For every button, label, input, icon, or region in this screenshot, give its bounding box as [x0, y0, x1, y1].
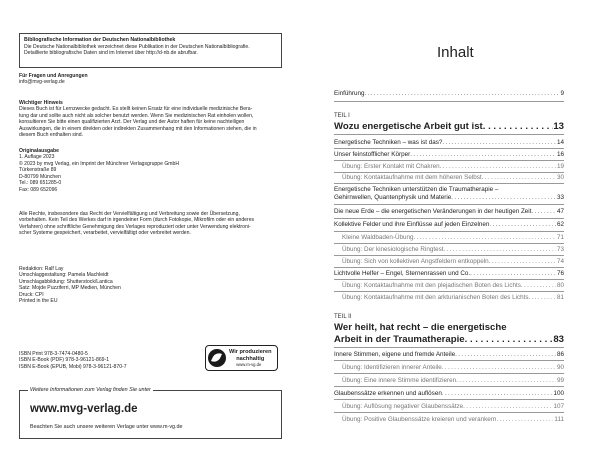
toc-entry	[334, 194, 564, 202]
original-edition-line: D-80799 München	[19, 173, 61, 180]
toc-entry-page: 9	[560, 90, 564, 97]
original-edition-line: Fax: 089 652096	[19, 186, 58, 193]
logo-line: nachhaltig	[236, 355, 265, 362]
original-edition-line: © 2023 by mvg Verlag, ein Imprint der Münchner Verlagsgruppe GmbH	[19, 160, 180, 167]
toc-entry-multiline: Energetische Techniken unterstützen die Traumatherapie –	[334, 186, 499, 193]
toc-entry-page: 80	[556, 282, 564, 289]
toc-entry	[334, 390, 564, 398]
warning-line: diesem Buch enthalten sind.	[19, 132, 83, 139]
divider	[334, 172, 564, 173]
toc-entry	[334, 208, 564, 216]
toc-chapter-label: Arbeit in der Traumatherapie	[334, 334, 465, 345]
toc-entry-label: Übung: Positive Glaubenssätze kreieren und verankern	[342, 416, 497, 423]
toc-entry	[334, 90, 564, 98]
toc-chapter-label: Wozu energetische Arbeit gut ist	[334, 121, 483, 132]
toc-entry-label: Unser feinstofflicher Körper	[334, 151, 411, 158]
divider	[334, 204, 564, 205]
original-edition-line: Türkenstraße 89	[19, 167, 57, 174]
toc-title: Inhalt	[437, 44, 474, 61]
bibliographic-info-title: Bibliografische Information der Deutschen Nationalbibliothek	[24, 37, 176, 43]
toc-entry-label: Lichtvolle Helfer – Engel, Sternenrassen und Co.	[334, 270, 471, 277]
divider	[334, 386, 564, 387]
toc-page	[300, 0, 600, 467]
warning-title: Wichtiger Hinweis	[19, 100, 63, 106]
toc-entry-page: 81	[556, 294, 564, 301]
part-label: TEIL II	[334, 314, 352, 320]
toc-entry-label: Übung: Eine innere Stimme identifizieren	[342, 377, 457, 384]
toc-exercise-entry	[342, 416, 564, 424]
bibliographic-info-line: Die Deutsche Nationalbibliothek verzeichnet diese Publikation in der Deutschen Nationalbibliografie.	[24, 44, 250, 50]
warning-line: Dieses Buch ist für Lernzwecke gedacht. Es stellt keinen Ersatz für eine individuelle medizinische Bera-	[19, 106, 253, 113]
divider	[334, 183, 564, 184]
isbn-line: ISBN E-Book (EPUB, Mobi) 978-3-96121-870-7	[19, 363, 127, 370]
toc-entry-page: 76	[556, 270, 564, 277]
toc-exercise-entry	[342, 258, 564, 266]
toc-entry-page: 73	[556, 246, 564, 253]
original-edition-line: 1. Auflage 2023	[19, 154, 55, 161]
sustainability-logo	[205, 345, 278, 371]
toc-entry	[334, 351, 564, 359]
toc-entry-page: 90	[556, 364, 564, 371]
toc-entry-page: 14	[556, 139, 564, 146]
toc-exercise-entry	[342, 234, 564, 242]
credits-line: Printed in the EU	[19, 298, 58, 305]
credits-line: Druck: CPI	[19, 291, 44, 298]
toc-entry-label: Die neue Erde – die energetischen Veränderungen in der heutigen Zeit	[334, 208, 532, 215]
toc-entry-page: 86	[556, 351, 564, 358]
toc-entry-label: Übung: Kontaktaufnahme mit dem höheren Selbst	[342, 174, 482, 181]
warning-line: tung dar und sollte auch nicht als solcher benutzt werden. Wenn Sie medizinischen Rat einholen wollen,	[19, 112, 254, 119]
rights-line: Alle Rechte, insbesondere das Recht der Vervielfältigung und Verbreitung sowie der Übersetzung,	[19, 211, 240, 217]
divider	[334, 255, 564, 256]
toc-entry-page: 62	[556, 221, 564, 228]
isbn-line: ISBN Print 978-3-7474-0480-5	[19, 351, 88, 357]
toc-entry-page: 111	[554, 416, 564, 423]
toc-chapter-page: 13	[553, 121, 564, 132]
credits-line: Redaktion: Ralf Lay	[19, 266, 64, 272]
toc-entry-page: 71	[556, 234, 564, 241]
divider	[334, 279, 564, 280]
toc-entry-label: Innere Stimmen, eigene und fremde Anteile	[334, 351, 456, 358]
toc-entry	[334, 221, 564, 229]
toc-entry-page: 19	[556, 163, 564, 170]
toc-entry-label: Übung: Erster Kontakt mit Chakren	[342, 163, 440, 170]
more-info-box	[19, 387, 282, 439]
original-edition-block	[19, 148, 284, 193]
divider	[334, 101, 564, 102]
divider	[334, 373, 564, 374]
credits-line: Umschlaggestaltung: Pamela Machleidt	[19, 272, 109, 279]
part-label: TEIL I	[334, 113, 350, 119]
publisher-url-link[interactable]: www.mvg-verlag.de	[30, 403, 138, 415]
toc-exercise-entry	[342, 174, 564, 182]
divider	[334, 160, 564, 161]
divider	[334, 360, 564, 361]
toc-entry-page: 16	[556, 151, 564, 158]
toc-entry-label: Übung: Auflösung negativer Glaubenssätze	[342, 403, 464, 410]
toc-entry-label: Gehirnwellen, Quantenphysik und Materie	[334, 194, 452, 201]
toc-exercise-entry	[342, 163, 564, 171]
divider	[334, 267, 564, 268]
bibliographic-info-line: Detaillierte bibliografische Daten sind im Internet über http://d-nb.de abrufbar.	[24, 50, 198, 57]
questions-block	[19, 73, 284, 86]
more-info-subtext: Beachten Sie auch unsere weiteren Verlage unter www.m-vg.de	[30, 424, 183, 430]
toc-entry-page: 74	[556, 258, 564, 265]
toc-exercise-entry	[342, 377, 564, 385]
toc-entry-page: 30	[556, 174, 564, 181]
divider	[334, 218, 564, 219]
isbn-line: ISBN E-Book (PDF) 978-3-96121-869-1	[19, 357, 110, 364]
toc-exercise-entry	[342, 282, 564, 290]
credits-line: Satz: Mojde Puzziferri, MP Medien, München	[19, 285, 121, 292]
toc-entry-label: Kollektive Felder und ihre Einflüsse auf jeden Einzelnen	[334, 221, 490, 228]
toc-chapter-page: 83	[553, 334, 564, 345]
toc-exercise-entry	[342, 364, 564, 372]
divider	[334, 134, 564, 135]
toc-entry-page: 99	[556, 377, 564, 384]
toc-entry-page: 107	[553, 403, 564, 410]
toc-exercise-entry	[342, 403, 564, 411]
questions-title: Für Fragen und Anregungen	[19, 73, 88, 79]
toc-entry	[334, 151, 564, 159]
divider	[334, 347, 564, 348]
divider	[334, 399, 564, 400]
rights-line: Verfahren) ohne schriftliche Genehmigung des Verlages reproduziert oder unter Verwendung elektroni-	[19, 223, 251, 230]
toc-entry-page: 47	[556, 208, 564, 215]
rights-block	[19, 211, 284, 237]
toc-entry-label: Kleine Waldbaden-Übung	[342, 234, 414, 241]
toc-entry-page: 100	[553, 390, 564, 397]
warning-line: konsultieren Sie bitte einen qualifizierten Arzt. Der Verlag und der Autor haften für keine nachteiligen	[19, 119, 245, 126]
toc-entry	[334, 270, 564, 278]
toc-chapter-label: Wer heilt, hat recht – die energetische	[334, 322, 507, 333]
more-info-title: Weitere Informationen zum Verlag finden Sie unter	[30, 387, 151, 393]
original-edition-title: Originalausgabe	[19, 148, 59, 154]
toc-entry-label: Übung: Sich von kollektiven Angstfeldern entkoppeln	[342, 258, 489, 265]
logo-line: Wir produzieren	[229, 349, 272, 356]
rights-line: scher Systeme gespeichert, verarbeitet, vervielfältigt oder verbreitet werden.	[19, 230, 191, 237]
questions-email: info@mvg-verlag.de	[19, 79, 65, 86]
bibliographic-info-box	[19, 33, 282, 68]
rights-line: vorbehalten. Kein Teil des Werkes darf in irgendeiner Form (durch Fotokopie, Mikrofilm oder ein anderes	[19, 217, 255, 224]
toc-chapter	[334, 121, 564, 132]
toc-entry	[334, 139, 564, 147]
credits-block	[19, 266, 284, 305]
toc-entry-label: Übung: Identifizieren innerer Anteile	[342, 364, 442, 371]
leaf-icon	[208, 349, 226, 367]
warning-line: Auswirkungen, die in einem direkten oder indirekten Zusammenhang mit den Informationen stehen, die in	[19, 125, 257, 132]
toc-entry-label: Energetische Techniken – was ist das?	[334, 139, 443, 146]
toc-exercise-entry	[342, 294, 564, 302]
credits-line: Umschlagabbildung: Shutterstock/Lantica	[19, 278, 113, 285]
toc-entry-label: Übung: Kontaktaufnahme mit den arkturianischen Boten des Lichts	[342, 294, 529, 301]
toc-entry-page: 33	[556, 194, 564, 201]
original-edition-line: Tel.: 089 651285-0	[19, 180, 62, 187]
toc-entry-label: Einführung	[334, 90, 365, 97]
divider	[334, 243, 564, 244]
divider	[334, 148, 564, 149]
toc-entry-label: Glaubenssätze erkennen und auflösen	[334, 390, 442, 397]
divider	[334, 231, 564, 232]
toc-exercise-entry	[342, 246, 564, 254]
toc-entry-label: Übung: Der kinesiologische Ringtest	[342, 246, 444, 253]
warning-block	[19, 100, 284, 139]
divider	[334, 291, 564, 292]
toc-chapter	[334, 334, 564, 345]
divider	[334, 412, 564, 413]
logo-url: www.m-vg.de	[236, 361, 262, 367]
toc-entry-label: Übung: Kontaktaufnahme mit den plejadischen Boten des Lichts	[342, 282, 521, 289]
